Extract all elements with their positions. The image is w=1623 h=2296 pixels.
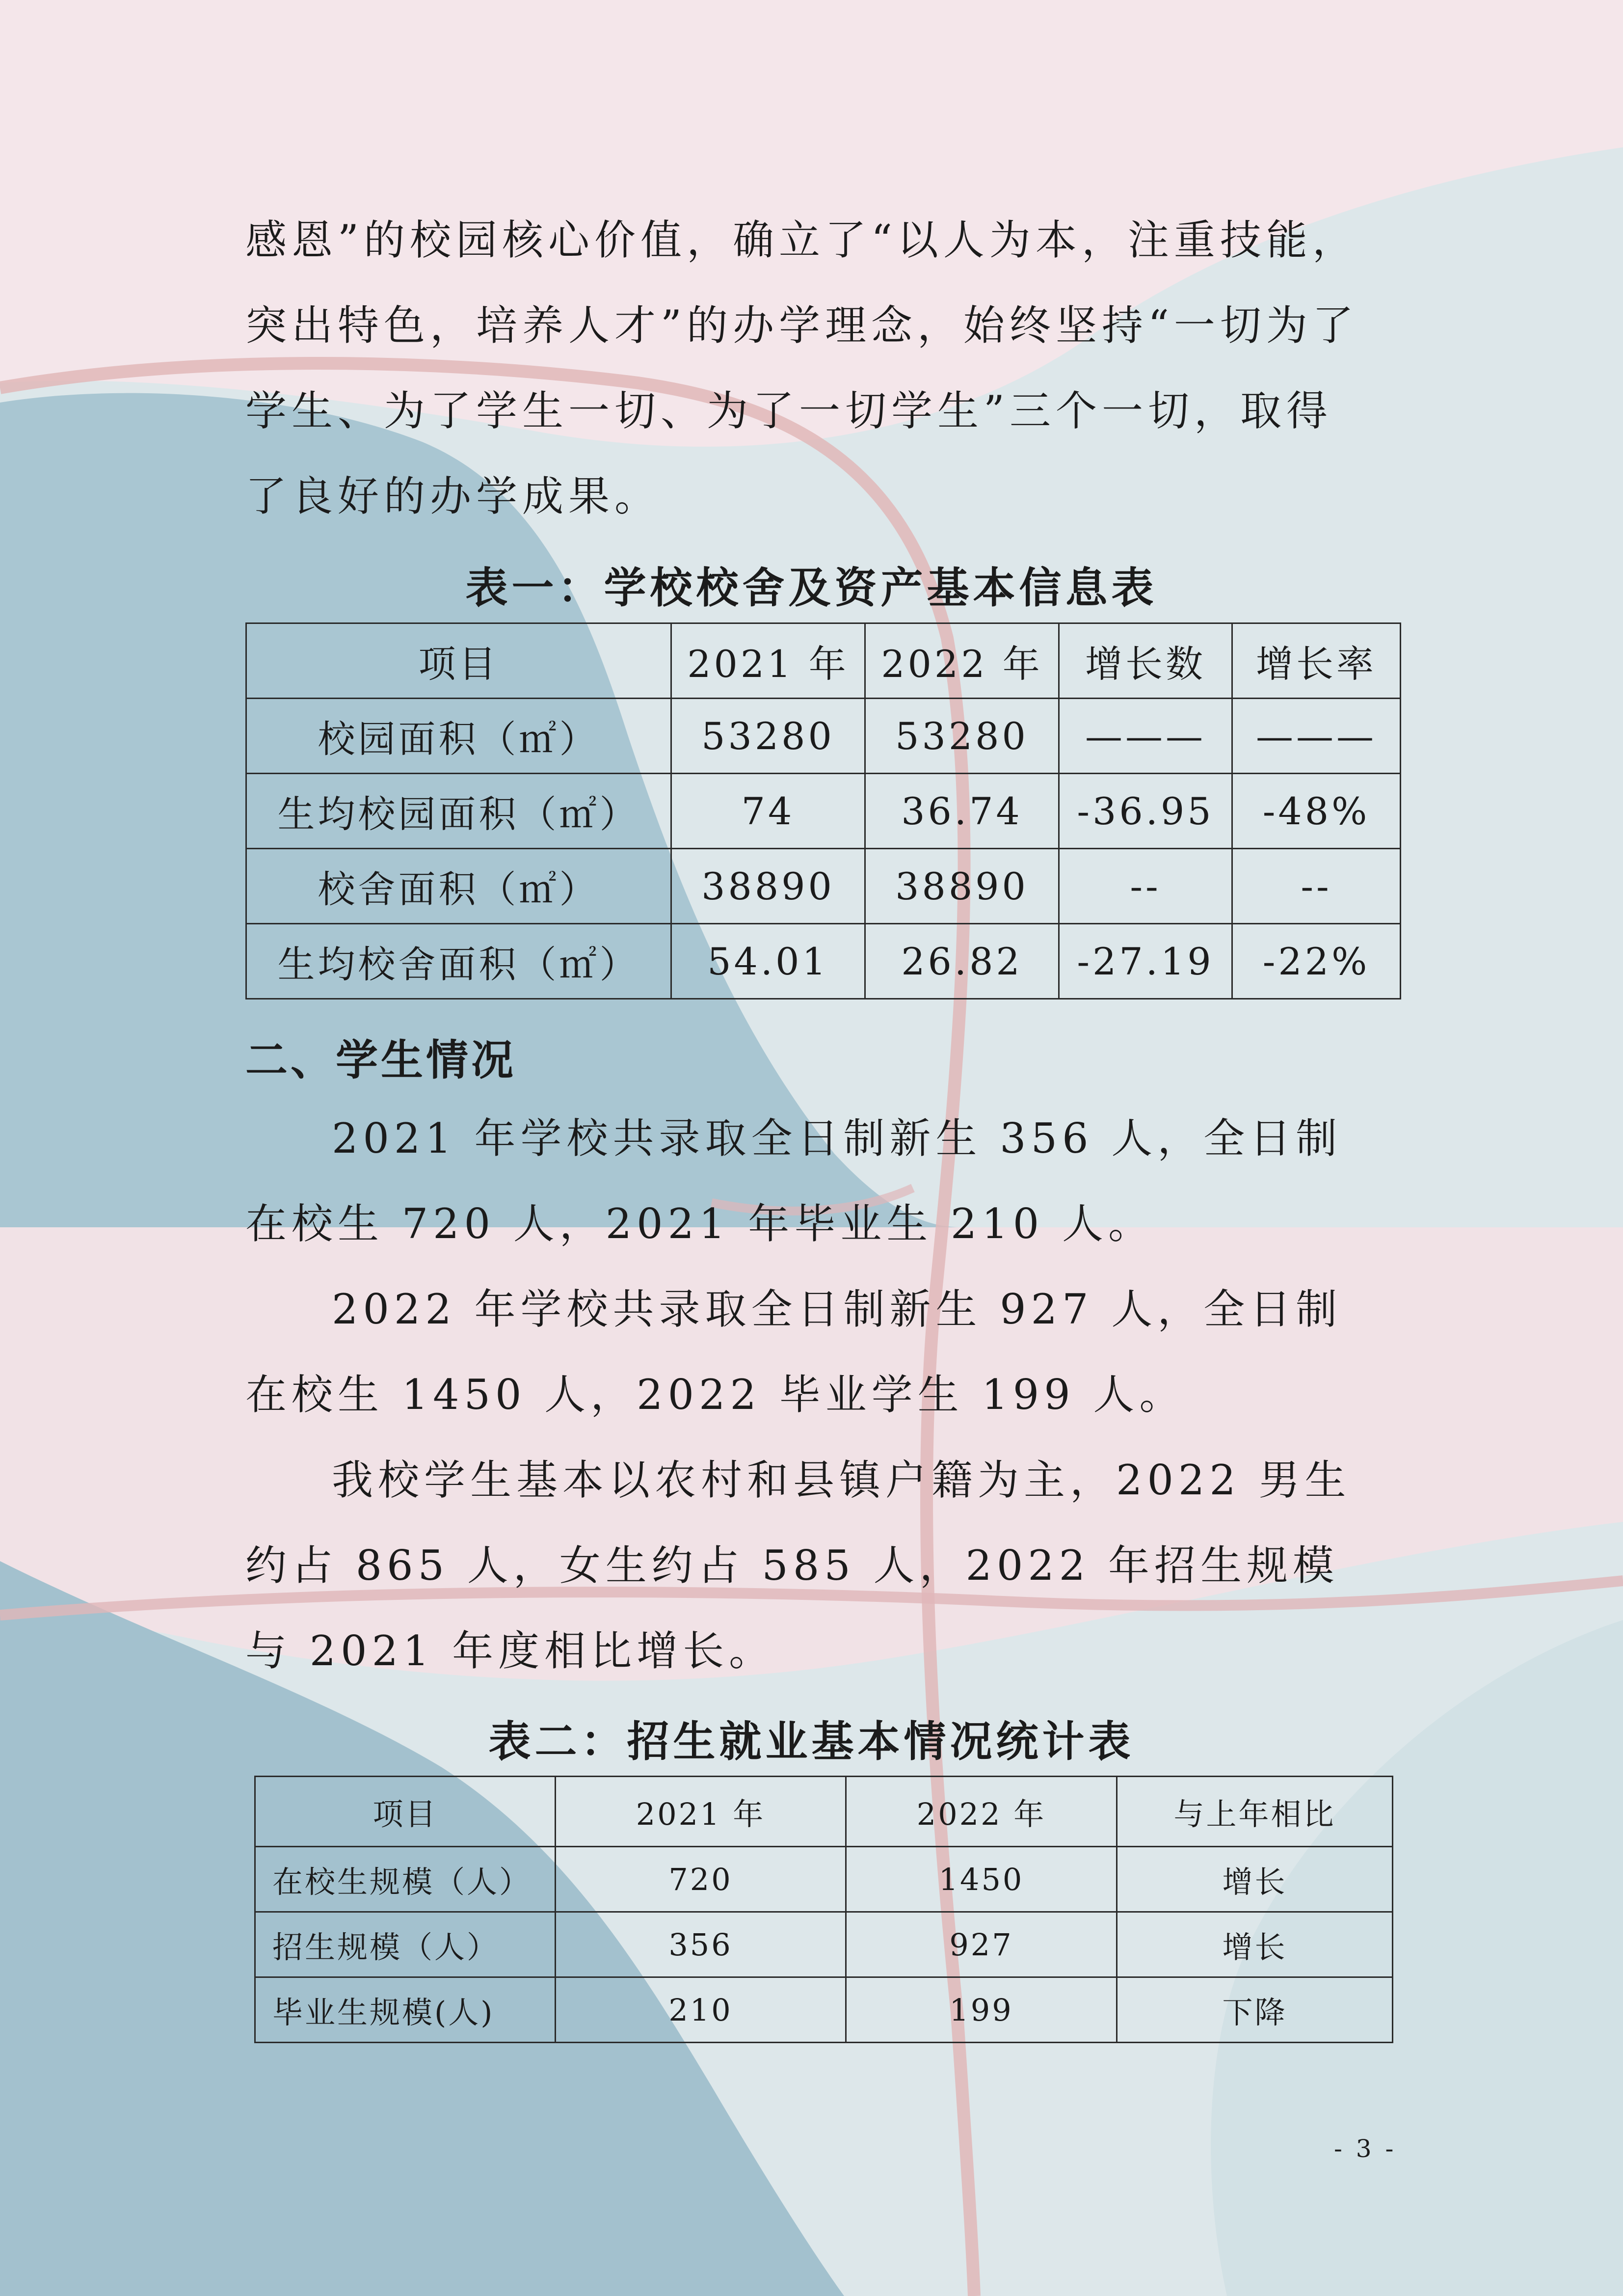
- table-row: [246, 849, 1401, 924]
- table-row: [255, 1912, 1393, 1977]
- assets-table: [245, 622, 1401, 999]
- students-2022-paragraph: 2022 年学校共录取全日制新生 927 人，全日制在校生 1450 人，2022 毕业学生 199 人。: [245, 1285, 1342, 1419]
- table-header-cell: 项目: [246, 623, 671, 699]
- table-header-cell: 2021 年: [671, 623, 865, 699]
- table-header-cell: 增长数: [1059, 623, 1232, 699]
- table-cell: 199: [846, 1977, 1117, 2043]
- students-2021-paragraph: 2021 年学校共录取全日制新生 356 人，全日制在校生 720 人，2021 年毕业生 210 人。: [245, 1114, 1342, 1248]
- table-cell: 38890: [671, 849, 865, 924]
- table2-caption: 表二：招生就业基本情况统计表: [488, 1717, 1135, 1766]
- table-cell: 校园面积（㎡）: [246, 699, 671, 774]
- table-row: [246, 699, 1401, 774]
- intro-paragraph: 感恩”的校园核心价值，确立了“以人为本，注重技能，突出特色，培养人才”的办学理念，始终坚持“一切为了学生、为了学生一切、为了一切学生”三个一切，取得了良好的办学成果。: [245, 216, 1358, 520]
- table-cell: 1450: [846, 1847, 1117, 1912]
- table-cell: 74: [671, 774, 865, 849]
- table-cell: ———: [1059, 699, 1232, 774]
- table-cell: 38890: [865, 849, 1059, 924]
- table-cell: -27.19: [1059, 924, 1232, 999]
- table-header-cell: 增长率: [1232, 623, 1401, 699]
- table-header-cell: 2021 年: [556, 1777, 846, 1847]
- table-cell: 招生规模（人）: [255, 1912, 556, 1977]
- table-cell: 53280: [865, 699, 1059, 774]
- table-row: [246, 774, 1401, 849]
- table-cell: 下降: [1117, 1977, 1393, 2043]
- table-cell: 26.82: [865, 924, 1059, 999]
- table-header-cell: 2022 年: [865, 623, 1059, 699]
- composition-paragraph: 我校学生基本以农村和县镇户籍为主，2022 男生约占 865 人，女生约占 585 人，2022 年招生规模与 2021 年度相比增长。: [245, 1456, 1351, 1675]
- table-header-cell: 项目: [255, 1777, 556, 1847]
- table-cell: --: [1059, 849, 1232, 924]
- table-header-cell: 与上年相比: [1117, 1777, 1393, 1847]
- table-cell: 36.74: [865, 774, 1059, 849]
- table-cell: -36.95: [1059, 774, 1232, 849]
- table-cell: --: [1232, 849, 1401, 924]
- table-cell: 生均校舍面积（㎡）: [246, 924, 671, 999]
- table-cell: 54.01: [671, 924, 865, 999]
- table-cell: 53280: [671, 699, 865, 774]
- table-cell: 927: [846, 1912, 1117, 1977]
- table-cell: 校舍面积（㎡）: [246, 849, 671, 924]
- table-row: [255, 1847, 1393, 1912]
- table-header-cell: 2022 年: [846, 1777, 1117, 1847]
- table-row: [255, 1977, 1393, 2043]
- table-cell: 生均校园面积（㎡）: [246, 774, 671, 849]
- enrollment-table: [254, 1776, 1393, 2043]
- table-cell: 356: [556, 1912, 846, 1977]
- table-row: [246, 924, 1401, 999]
- table-cell: ———: [1232, 699, 1401, 774]
- table-cell: 在校生规模（人）: [255, 1847, 556, 1912]
- table-cell: -48%: [1232, 774, 1401, 849]
- table-cell: 增长: [1117, 1847, 1393, 1912]
- table-header-row: [255, 1777, 1393, 1847]
- table-cell: 毕业生规模(人): [255, 1977, 556, 2043]
- page-number: - 3 -: [1334, 2134, 1397, 2163]
- section-heading: 二、学生情况: [245, 1035, 516, 1085]
- table-cell: 增长: [1117, 1912, 1393, 1977]
- table1-caption: 表一：学校校舍及资产基本信息表: [465, 563, 1158, 613]
- table-header-row: [246, 623, 1401, 699]
- table-cell: 720: [556, 1847, 846, 1912]
- table-cell: 210: [556, 1977, 846, 2043]
- table-cell: -22%: [1232, 924, 1401, 999]
